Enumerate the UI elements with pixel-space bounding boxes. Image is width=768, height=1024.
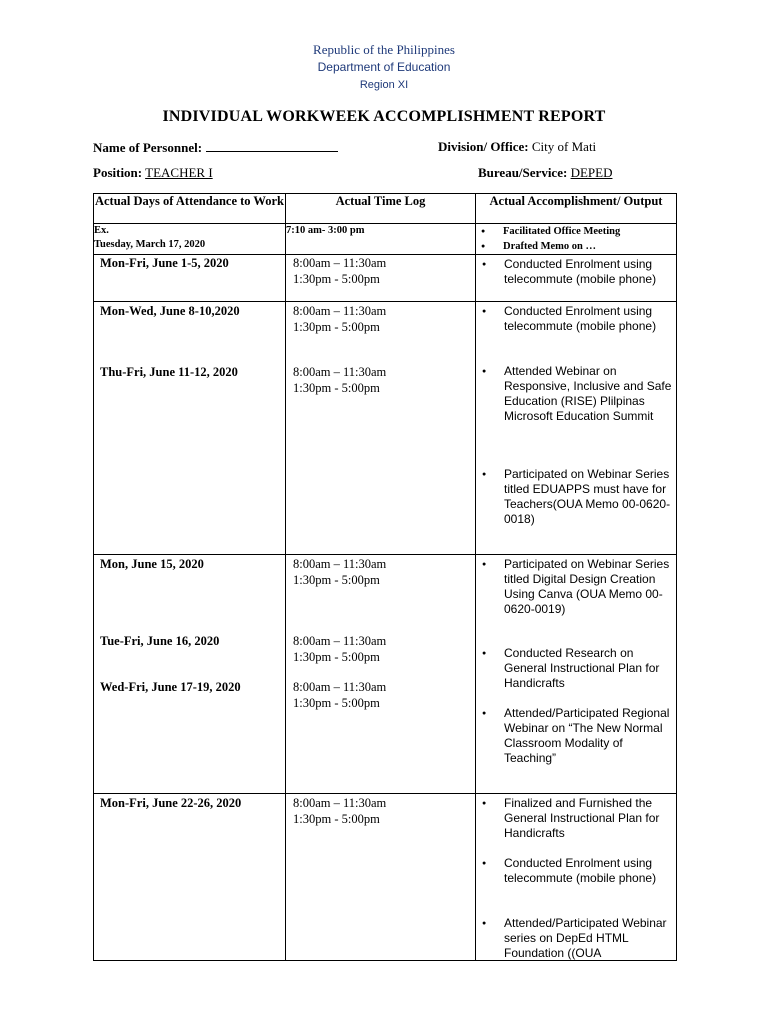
- days-cell: [94, 302, 286, 555]
- output-list: [480, 257, 672, 287]
- division-label: Division/ Office:: [438, 139, 529, 154]
- list-item: ● Conducted Enrolment using telecommute (mobile phone): [480, 257, 672, 287]
- division-field: [438, 139, 596, 155]
- bureau-field: [478, 165, 612, 181]
- column-header-days: Actual Days of Attendance to Work: [94, 194, 286, 224]
- republic-line: Republic of the Philippines: [313, 42, 455, 57]
- example-date: Tuesday, March 17, 2020: [94, 239, 206, 250]
- time-cell: [286, 255, 476, 302]
- time-cell: [286, 302, 476, 555]
- letterhead: [0, 42, 768, 93]
- output-list: [480, 796, 672, 841]
- time-morning: 8:00am – 11:30am: [293, 796, 387, 810]
- position-label: Position:: [93, 165, 143, 180]
- name-field: [93, 139, 338, 156]
- department-line: Department of Education: [317, 60, 451, 74]
- list-item: ● Conducted Enrolment using telecommute (mobile phone): [480, 304, 672, 334]
- days-cell: [94, 555, 286, 794]
- time-morning: 8:00am – 11:30am: [293, 365, 387, 379]
- report-title: INDIVIDUAL WORKWEEK ACCOMPLISHMENT REPORT: [162, 108, 606, 125]
- list-item: ● Attended/Participated Regional Webinar on “The New Normal Classroom Modality of Teaching”: [480, 706, 672, 766]
- output-list: [480, 646, 672, 691]
- example-output-cell: [476, 224, 677, 255]
- time-afternoon: 1:30pm - 5:00pm: [293, 380, 380, 395]
- time-log: [293, 557, 386, 588]
- bureau-label: Bureau/Service:: [478, 165, 568, 180]
- days-cell: [94, 255, 286, 302]
- output-list: [480, 364, 672, 424]
- time-log: [293, 256, 386, 287]
- output-list: [480, 916, 672, 961]
- output-cell: [476, 302, 677, 555]
- output-list: [480, 304, 672, 334]
- example-date-cell: [94, 224, 286, 255]
- output-list: [480, 467, 672, 527]
- division-value: City of Mati: [531, 139, 597, 154]
- column-header-accomplishment: Actual Accomplishment/ Output: [476, 194, 677, 224]
- time-morning: 8:00am – 11:30am: [293, 256, 387, 270]
- time-afternoon: 1:30pm - 5:00pm: [293, 811, 380, 826]
- column-header-time-log: Actual Time Log: [286, 194, 476, 224]
- example-row: [94, 224, 677, 255]
- attendance-date: Mon-Fri, June 1-5, 2020: [100, 256, 229, 270]
- time-morning: 8:00am – 11:30am: [293, 304, 387, 318]
- list-item: ● Conducted Research on General Instructional Plan for Handicrafts: [480, 646, 672, 691]
- list-item: ● Finalized and Furnished the General Instructional Plan for Handicrafts: [480, 796, 672, 841]
- list-item: ● Participated on Webinar Series titled EDUAPPS must have for Teachers(OUA Memo 00-0620-0018): [480, 467, 672, 527]
- time-afternoon: 1:30pm - 5:00pm: [293, 649, 380, 664]
- time-afternoon: 1:30pm - 5:00pm: [293, 572, 380, 587]
- output-list: [480, 706, 672, 766]
- output-cell: [476, 794, 677, 961]
- time-afternoon: 1:30pm - 5:00pm: [293, 271, 380, 286]
- output-list: [480, 856, 672, 886]
- output-cell: [476, 555, 677, 794]
- attendance-date: Mon, June 15, 2020: [100, 557, 204, 571]
- attendance-date: Thu-Fri, June 11-12, 2020: [100, 365, 238, 379]
- time-afternoon: 1:30pm - 5:00pm: [293, 695, 380, 710]
- table-header-row: [94, 194, 677, 224]
- time-cell: [286, 555, 476, 794]
- list-item: ● Conducted Enrolment using telecommute (mobile phone): [480, 856, 672, 886]
- output-list: [480, 557, 672, 617]
- time-log: [293, 634, 386, 665]
- example-time: 7:10 am- 3:00 pm: [286, 224, 476, 255]
- attendance-date: Mon-Fri, June 22-26, 2020: [100, 796, 242, 810]
- days-cell: [94, 794, 286, 961]
- list-item: ● Facilitated Office Meeting: [479, 224, 676, 239]
- bureau-value: DEPED: [570, 165, 613, 180]
- time-morning: 8:00am – 11:30am: [293, 680, 387, 694]
- time-log: [293, 796, 386, 827]
- list-item: ● Participated on Webinar Series titled Digital Design Creation Using Canva (OUA Memo 00-0620-0019): [480, 557, 672, 617]
- name-label: Name of Personnel:: [93, 140, 203, 155]
- time-cell: [286, 794, 476, 961]
- name-blank-line: [206, 139, 338, 152]
- example-prefix: Ex.: [94, 225, 109, 236]
- table-row: [94, 794, 677, 961]
- accomplishment-table: [93, 193, 677, 961]
- time-afternoon: 1:30pm - 5:00pm: [293, 319, 380, 334]
- table-row: [94, 555, 677, 794]
- attendance-date: Tue-Fri, June 16, 2020: [100, 634, 220, 648]
- position-value: TEACHER I: [145, 165, 213, 180]
- time-log: [293, 680, 386, 711]
- table-row: [94, 302, 677, 555]
- attendance-date: Wed-Fri, June 17-19, 2020: [100, 680, 241, 694]
- example-output-list: [476, 224, 676, 254]
- list-item: ● Attended/Participated Webinar series on DepEd HTML Foundation ((OUA: [480, 916, 672, 961]
- time-log: [293, 365, 386, 396]
- output-cell: [476, 255, 677, 302]
- position-field: [93, 165, 213, 181]
- table-row: [94, 255, 677, 302]
- time-morning: 8:00am – 11:30am: [293, 557, 387, 571]
- time-morning: 8:00am – 11:30am: [293, 634, 387, 648]
- region-line: Region XI: [359, 79, 409, 91]
- time-log: [293, 304, 386, 335]
- list-item: ● Drafted Memo on …: [479, 239, 676, 254]
- attendance-date: Mon-Wed, June 8-10,2020: [100, 304, 240, 318]
- list-item: ● Attended Webinar on Responsive, Inclusive and Safe Education (RISE) Plilpinas Microsoft Education Summit: [480, 364, 672, 424]
